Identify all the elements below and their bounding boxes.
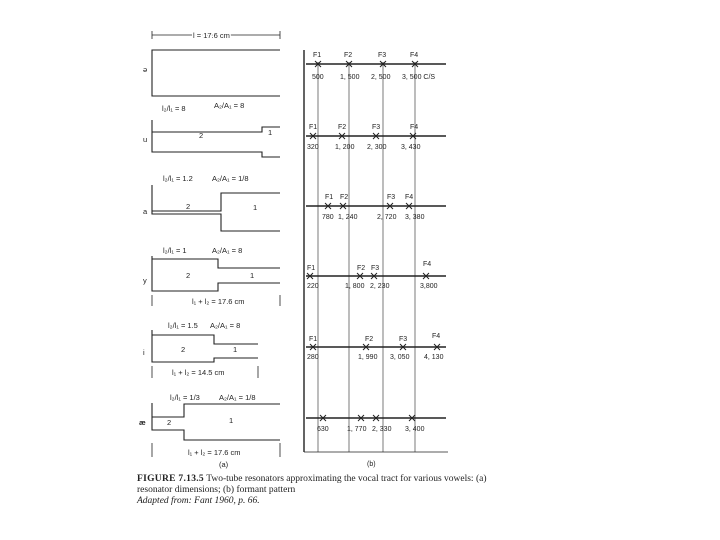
vowel-label: u	[143, 135, 148, 144]
figure-caption	[137, 474, 577, 507]
formant-value: 3, 500 C/S	[402, 74, 436, 81]
formant-label: F4	[410, 52, 419, 59]
caption-line-1	[137, 474, 577, 485]
formant-label: F4	[405, 194, 414, 201]
formant-value: 780	[322, 214, 334, 221]
formant-label: F3	[399, 336, 408, 343]
formant-value: 3, 430	[401, 144, 421, 151]
formant-value: 3, 400	[405, 426, 425, 433]
total-length-annotation: l₁ + l₂ = 17.6 cm	[192, 297, 245, 306]
formant-label: F1	[325, 194, 334, 201]
formant-label: F2	[338, 124, 347, 131]
vowel-label: y	[143, 276, 147, 285]
formant-value: 1, 990	[358, 354, 378, 361]
formant-value: 3, 380	[405, 214, 425, 221]
formant-value: 1, 500	[340, 74, 360, 81]
formant-label: F4	[432, 333, 441, 340]
formant-label: F3	[378, 52, 387, 59]
formant-label: F4	[423, 261, 432, 268]
tube-number: 1	[253, 203, 258, 212]
formant-value: 1, 770	[347, 426, 367, 433]
formant-label: F1	[309, 336, 318, 343]
formant-markers	[307, 61, 440, 421]
tube-diagram-schwa	[152, 31, 280, 96]
tube-number: 2	[181, 345, 186, 354]
formant-label: F2	[344, 52, 353, 59]
formant-label: F1	[313, 52, 322, 59]
formant-value: 2, 300	[367, 144, 387, 151]
caption-line-2: resonator dimensions; (b) formant pattern	[137, 485, 296, 495]
formant-value: 1, 200	[335, 144, 355, 151]
vowel-label: ǝ	[143, 65, 148, 74]
formant-value: 2, 330	[372, 426, 392, 433]
tube-number: 2	[199, 131, 204, 140]
length-annotation: l = 17.6 cm	[193, 31, 230, 40]
formant-label: F2	[365, 336, 374, 343]
ratio-annotation-area: A₂/A₁ = 1/8	[212, 174, 249, 183]
caption-source: Adapted from: Fant 1960, p. 66.	[137, 496, 260, 506]
formant-label: F2	[340, 194, 349, 201]
formant-label: F1	[307, 265, 316, 272]
ratio-annotation-area: A₂/A₁ = 8	[214, 101, 245, 110]
tube-number: 2	[167, 418, 172, 427]
tube-number: 2	[186, 271, 191, 280]
panel-b-label: (b)	[367, 461, 376, 468]
formant-value: 4, 130	[424, 354, 444, 361]
ratio-annotation-length: l₂/l₁ = 1.2	[163, 174, 193, 183]
formant-value: 1, 240	[338, 214, 358, 221]
formant-label: F3	[387, 194, 396, 201]
ratio-annotation-length: l₂/l₁ = 1	[163, 246, 187, 255]
formant-value: 2, 720	[377, 214, 397, 221]
ratio-annotation-length: l₂/l₁ = 1/3	[170, 393, 200, 402]
ratio-annotation-area: A₂/A₁ = 1/8	[219, 393, 256, 402]
formant-value: 2, 230	[370, 283, 390, 290]
formant-value: 2, 500	[371, 74, 391, 81]
tube-diagram-a	[152, 185, 280, 231]
formant-value: 220	[307, 283, 319, 290]
panel-a-text	[139, 31, 272, 469]
formant-label: F2	[357, 265, 366, 272]
tube-number: 2	[186, 202, 191, 211]
tube-number: 1	[250, 271, 255, 280]
ratio-annotation-area: A₂/A₁ = 8	[210, 321, 241, 330]
formant-value: 1, 800	[345, 283, 365, 290]
tube-number: 1	[233, 345, 238, 354]
ratio-annotation-area: A₂/A₁ = 8	[212, 246, 243, 255]
panel-a-label: (a)	[219, 460, 229, 469]
panel-b-text	[307, 52, 444, 468]
formant-value: 320	[307, 144, 319, 151]
formant-label: F4	[410, 124, 419, 131]
total-length-annotation: l₁ + l₂ = 17.6 cm	[188, 448, 241, 457]
formant-label: F3	[371, 265, 380, 272]
figure-number: FIGURE 7.13.5	[137, 474, 204, 484]
vowel-label: æ	[139, 418, 146, 427]
tube-diagram-u	[152, 120, 280, 157]
vowel-label: a	[143, 207, 148, 216]
caption-text: Two-tube resonators approximating the vocal tract for various vowels: (a)	[206, 474, 487, 484]
formant-value: 3,800	[420, 283, 438, 290]
ratio-annotation-length: l₂/l₁ = 8	[162, 104, 186, 113]
tube-number: 1	[268, 128, 273, 137]
formant-pattern-panel	[304, 50, 448, 452]
total-length-annotation: l₁ + l₂ = 14.5 cm	[172, 368, 225, 377]
vowel-label: i	[143, 348, 145, 357]
tube-number: 1	[229, 416, 234, 425]
formant-value: 630	[317, 426, 329, 433]
ratio-annotation-length: l₂/l₁ = 1.5	[168, 321, 198, 330]
formant-label: F3	[372, 124, 381, 131]
formant-label: F1	[309, 124, 318, 131]
formant-value: 280	[307, 354, 319, 361]
formant-value: 500	[312, 74, 324, 81]
formant-value: 3, 050	[390, 354, 410, 361]
